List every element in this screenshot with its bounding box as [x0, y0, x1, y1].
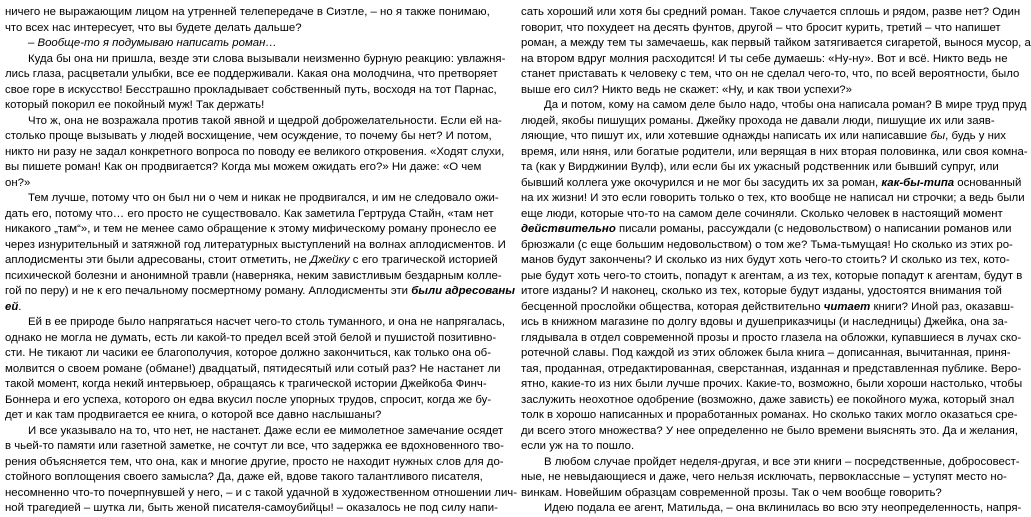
emphasized-text: как-бы-типа [881, 176, 955, 189]
left-page-text-line [5, 362, 501, 378]
text-run: В любом случае пройдет неделя-другая, и все эти книги – посредственные, добросовест- [544, 455, 1020, 468]
text-run: молвится о своем романе (обмане!) двадцатый, пятидесятый или сотый раз? Не настанет ли [5, 362, 501, 375]
left-page-text-line [5, 300, 451, 316]
right-page-text-line [521, 300, 1014, 316]
text-run: никакого „там“», и тем не менее само обращение к этому мифическому роману пронесло ее [5, 223, 497, 235]
right-page-text-line [521, 501, 1022, 517]
right-page-text-line [521, 129, 1006, 145]
emphasized-text: Джейку [309, 254, 350, 266]
text-run: книги? Иной раз, оказавш- [870, 300, 1014, 313]
right-page-text-line [521, 408, 1018, 424]
left-page-text-line [5, 455, 504, 471]
text-run: гой по перу) и не к его печальному посмертному роману. Аплодисменты эти [5, 285, 412, 297]
left-page-text-line [5, 284, 515, 300]
left-page-text-line [5, 501, 498, 517]
emphasized-text: – Вообще-то я подумываю написать роман… [28, 37, 277, 49]
text-run: на втором вдруг молния расходится! И ты себе думаешь: «Ну-ну». Вот и всё. Никто ведь не [521, 52, 1008, 65]
right-page-text-line [521, 424, 1018, 440]
left-page-text-line [5, 315, 506, 331]
left-page-text-line [5, 160, 482, 176]
text-run: бесценной прослойки общества, которая действительно [521, 300, 824, 313]
left-page-text-line [5, 67, 498, 83]
text-run: такой момент, когда некий интервьюер, обращаясь к трагической истории Джейкоба Финч- [5, 378, 487, 390]
left-page-text-line [5, 393, 492, 409]
emphasized-text: читает [823, 300, 871, 313]
right-page-text [521, 5, 1031, 517]
text-run: рые будут хоть чего-то стоить, попадут к агентам, а из тех, которые попадут к агентам, будут в [521, 269, 1023, 282]
emphasized-text: бы [930, 130, 946, 142]
right-page-text-line [521, 52, 1008, 68]
text-run: что всех нас интересует, что вы будете делать дальше? [5, 21, 302, 34]
text-run: основанный [954, 176, 1022, 189]
text-run: стойного воплощения своего замысла? Да, даже ей, вдове такого талантливого писателя, [5, 471, 483, 483]
left-page-text-line [5, 238, 506, 254]
right-page-text-line [521, 83, 980, 99]
right-page-text-line [521, 284, 1002, 300]
text-run: ной трагедией – шутка ли, быть женой писателя-самоубийцы! – оказалось не под силу напи- [5, 502, 498, 514]
text-run: ничего не выражающим лицом на утренней телепередаче в Сиэтле, – но я также понимаю, [5, 6, 490, 18]
text-run: ди всего этого множества? У нее определенно не было времени выяснять это. Да и желания, [521, 424, 1018, 437]
left-page-text-line [5, 346, 491, 362]
text-run: несомненно что-то почерпнувшей у него, – и с такой удачной в художественном отношении лич- [5, 486, 518, 499]
right-page-text-line [521, 377, 1023, 393]
text-run: Идею подала ее агент, Матильда, – она вклинилась во всю эту неопределенность, напря- [544, 502, 1022, 514]
text-run: винкам. Новейшим образцам современной прозы. Так о чем вообще говорить? [521, 486, 942, 499]
text-run: Да и потом, кому на самом деле было надо, чтобы она написала роман? В мире труд пруд [544, 99, 1027, 111]
text-run: ляющие, что пишут их, или хотевшие однажды написать их или написавшие [521, 130, 931, 142]
text-run: столько проще вызывать у людей восхищение, чем осуждение, то почему бы нет? И потом, [5, 130, 492, 142]
right-page-text-line [521, 191, 1025, 207]
text-run: ные, не невыдающиеся и даже, чего нельзя исключать, первоклассные – уступят место но- [521, 471, 1007, 483]
text-run: И все указывало на то, что нет, не настанет. Даже если ее мимолетное замечание осядет [28, 424, 504, 437]
text-run: он?» [5, 176, 31, 189]
text-run: однако не могла не думать, есть ли какой-то предел всей этой белой и пушистой позитивно- [5, 331, 497, 344]
left-page-text-line [5, 269, 502, 285]
text-run: говорит, что похудеет на десять фунтов, другой – что бросит курить, третий – что напишет [521, 21, 1001, 34]
text-run: сти. Не тикают ли часики ее благополучия, которое должно закончиться, как только она об- [5, 347, 491, 359]
text-run: ротечной славы. Под каждой из этих обложек была книга – дописанная, вычитанная, приня- [521, 347, 1011, 359]
text-run: если уж на то пошло. [521, 440, 635, 452]
right-page-text-line [521, 207, 1003, 223]
right-page-text-line [521, 346, 1011, 362]
left-page-text-line [5, 222, 497, 238]
right-page-text-line [521, 176, 1022, 192]
text-run: рения объясняется тем, что она, как и многие другие, просто не находит нужных слов для до- [5, 455, 504, 468]
right-page-text-line [521, 315, 1008, 331]
text-run: заслужить неохотное одобрение (возможно, даже зависть) ее покойного мужа, который знал [521, 393, 1015, 406]
text-run: свое горе в искусство! Бесстрашно прокладывает собственный путь, восходя на тот Парнас, [5, 83, 497, 96]
right-page-text-line [521, 98, 1027, 114]
right-page-text-line [521, 393, 1015, 409]
emphasized-text: ей [5, 300, 19, 313]
text-run: Куда бы она ни пришла, везде эти слова вызывали неизменно бурную реакцию: увлажня- [28, 52, 506, 65]
left-page-text-line [5, 114, 502, 130]
text-run: тая, проданная, отредактированная, сверстанная, изданная и представленная публике. Веро- [521, 362, 1022, 375]
left-page-text-line [5, 21, 451, 37]
right-page-text-line [521, 222, 1012, 238]
emphasized-text: были адресованы [411, 285, 515, 297]
text-run: . [18, 300, 22, 313]
left-page-text-line [5, 145, 505, 161]
left-page-text-line [5, 98, 451, 114]
text-run: аплодисменты эти были адресованы, стоит отметить, не [5, 254, 310, 266]
left-page-text-line [5, 176, 451, 192]
left-page-text-line [5, 253, 498, 269]
left-page-text-line [5, 36, 451, 52]
text-run: ись в книжном магазине по долгу вдовы и душеприказчицы (и наследницы) Джейка, она за- [521, 316, 1008, 328]
text-run: на их жизни! И это если говорить только о тех, кто вообще не написал ни строчки; а ведь были [521, 192, 1025, 204]
text-run: манов будут закончены? И сколько из них будут хоть чего-то стоить? И сколько из тех, кото- [521, 254, 1010, 266]
left-page-text-line [5, 470, 483, 486]
right-page-text-line [521, 238, 1013, 254]
left-page-text-line [5, 424, 504, 440]
text-run: с его трагической историей [349, 254, 498, 266]
text-run: Боннера и его успеха, которого он едва вкусил после упорных трудов, спросит, когда же бу- [5, 393, 492, 406]
right-page-text-line [521, 67, 1020, 83]
right-page-text-line [521, 362, 1022, 378]
text-run: в чьей-то памяти или газетной заметке, не сочтут ли все, что задержка ее вдохновенного тво- [5, 440, 504, 452]
left-page-text-line [5, 52, 506, 68]
text-run: станет приставать к человеку с тем, что он не сделал чего-то, что, по всей вероятности, было [521, 68, 1020, 80]
left-page-text-line [5, 439, 504, 455]
right-page-text-line [521, 5, 1021, 21]
text-run: Что ж, она не возражала против такой явной и щедрой доброжелательности. Если ей на- [28, 114, 502, 127]
text-run: лись глаза, расцветали улыбки, все ее поддерживали. Какая она молодчина, что претворяет [5, 68, 498, 80]
text-run: сать хороший или хотя бы средний роман. Такое случается сплошь и рядом, разве нет? Один [521, 6, 1021, 18]
right-page-text-line [521, 486, 980, 502]
text-run: брюзжали (с еще большим недовольством) о том же? Тьма-тьмущая! Но сколько из этих ро- [521, 238, 1013, 251]
right-page-text-line [521, 145, 1028, 161]
text-run: ятно, какие-то из них были лучше прочих. Какие-то, возможно, были хороши настолько, чтобы [521, 378, 1023, 390]
text-run: итоге изданы? И наконец, сколько из тех, которые будут изданы, удостоятся внимания той [521, 285, 1002, 297]
text-run: Ей в ее природе было напрягаться насчет чего-то столь туманного, и она не напрягалась, [28, 316, 506, 328]
text-run: дать его, потому что… его просто не существовало. Как заметила Гертруда Стайн, «там нет [5, 207, 494, 220]
text-run: бывший коллега уже окочурился и не мог бы засудить их за роман, [521, 176, 882, 189]
text-run: через изнурительный и затяжной год литературных выступлений на волнах аплодисментов. И [5, 238, 506, 251]
right-page-text-line [521, 470, 1007, 486]
text-run: никто ни разу не задал конкретного вопроса по поводу ее великого откровения. «Ходят слухи, [5, 145, 505, 158]
left-page-text [5, 5, 518, 517]
text-run: толк в хорошо написанных и проработанных романах. Но сколько таких могло оказаться сре- [521, 409, 1018, 421]
text-run: время, или няня, или богатые родители, или верящая в них вторая половинка, или своя комна- [521, 145, 1028, 158]
text-run: дет и как там продвигается ее книга, о которой все давно наслышаны? [5, 409, 382, 421]
text-run: , будь у них [945, 130, 1006, 142]
text-run: Тем лучше, потому что он был ни о чем и никак не продвигался, и им не следовало ожи- [28, 192, 499, 204]
right-page-text-line [521, 36, 1031, 52]
text-run: еще люди, которые что-то на самом деле сочиняли. Сколько человек в настоящий момент [521, 207, 1003, 220]
text-run: психической болезни и анонимной травли (наверняка, неким завистливым бездарным колле- [5, 269, 502, 282]
emphasized-text: действительно [521, 223, 616, 235]
right-page-text-line [521, 331, 1022, 347]
text-run: людей, якобы пишущих романы. Джейку прохода не давали люди, пишущие их или заяв- [521, 114, 995, 127]
left-page-text-line [5, 408, 451, 424]
text-run: вы пишете роман! Как он продвигается? Когда мы можем ожидать его?» Ни даже: «О чем [5, 161, 482, 173]
right-page-text-line [521, 114, 995, 130]
right-page-text-line [521, 253, 1010, 269]
left-page-text-line [5, 377, 487, 393]
text-run: выше его сил? Никто ведь не скажет: «Ну, и как твои успехи?» [521, 83, 852, 96]
right-page-text-line [521, 269, 1023, 285]
right-page-text-line [521, 439, 980, 455]
left-page-text-line [5, 331, 497, 347]
right-page-text-line [521, 455, 1020, 471]
text-run: роман, а между тем ты замечаешь, как первый тайком затягивается сигаретой, вынося мусор, а [521, 37, 1031, 49]
left-page-text-line [5, 486, 518, 502]
left-page-text-line [5, 83, 497, 99]
left-page-text-line [5, 207, 494, 223]
right-page-text-line [521, 160, 999, 176]
left-page-text-line [5, 191, 499, 207]
text-run: та (как у Вирджинии Вулф), или если бы их ужасный родственник или бывший супруг, или [521, 161, 999, 173]
right-page-text-line [521, 21, 1001, 37]
text-run: глядывала в отдел современной прозы и просто глазела на обложки, купавшиеся в лучах ско- [521, 331, 1022, 344]
left-page-text-line [5, 129, 492, 145]
text-run: писали романы, рассуждали (с недовольством) о написании романов или [615, 223, 1012, 235]
left-page-text-line [5, 5, 490, 21]
text-run: который покорил ее покойный муж! Так держать! [5, 99, 265, 111]
